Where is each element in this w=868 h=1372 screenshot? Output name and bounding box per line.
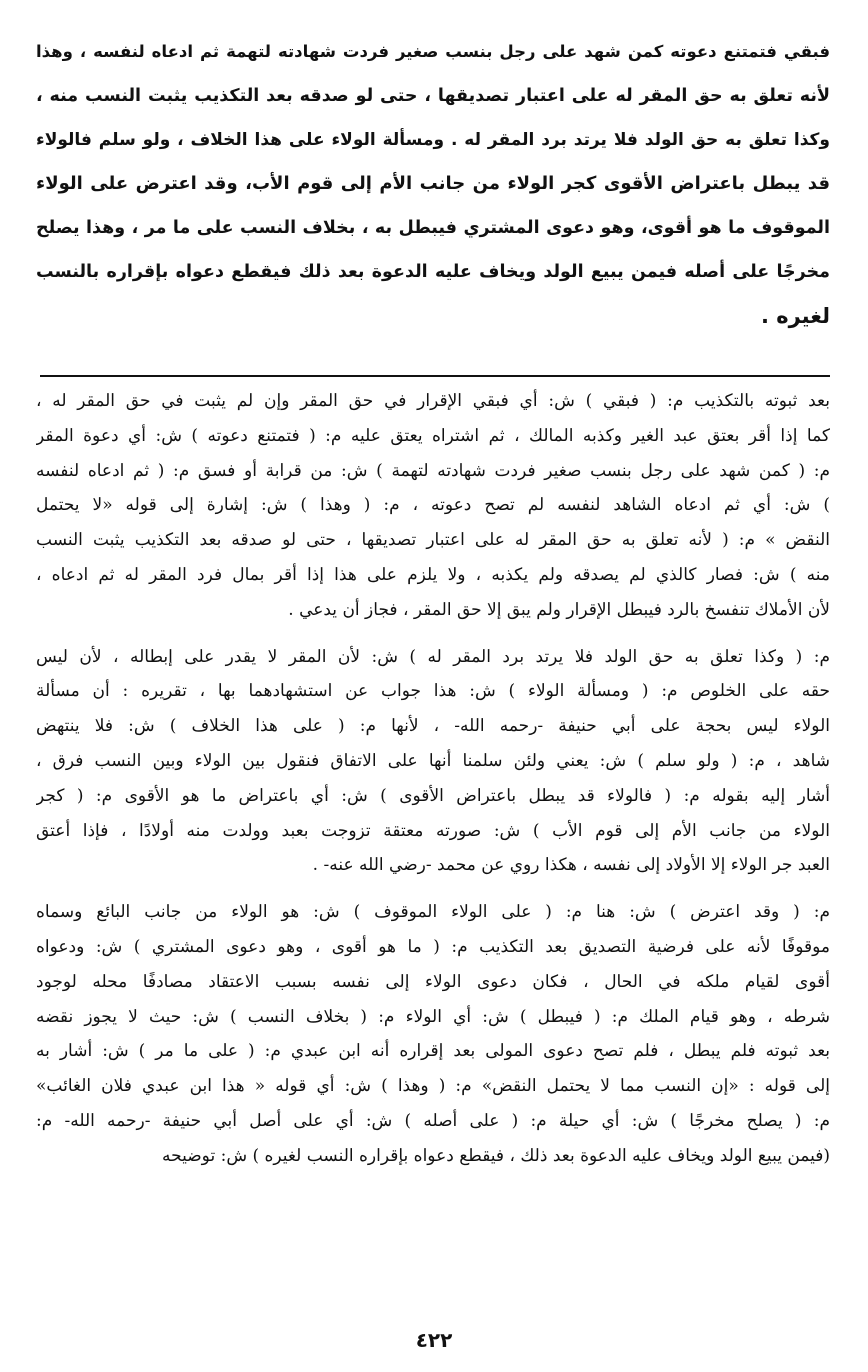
- main-text-block: [36, 30, 830, 338]
- commentary-line: العبد جر الولاء إلا الأولاد إلى نفسه ، هكذا روي عن محمد -رضي الله عنه- .: [312, 855, 830, 876]
- commentary-line: حقه على الخلوص م: ( ومسألة الولاء ) ش: هذا جواب عن استشهادهما بها ، تقريره : أن مسألة: [36, 681, 830, 702]
- commentary-line: شرطه ، وهو قيام الملك م: ( فيبطل ) ش: أي الولاء م: ( بخلاف النسب ) ش: حيث لا يجوز نقضه: [36, 1006, 830, 1027]
- main-text-line: وكذا تعلق به حق الولد فلا يرتد برد المقر له . ومسألة الولاء على هذا الخلاف ، ولو سلم فالولاء: [36, 130, 830, 150]
- commentary-line: الولاء ليس بحجة على أبي حنيفة -رحمه الله- ، لأنها م: ( على هذا الخلاف ) ش: فلا ينتهض: [36, 716, 830, 737]
- commentary-line: إلى قوله : «إن النسب مما لا يحتمل النقض» م: ( وهذا ) ش: أي قوله « هذا ابن عبدي فلان الغائب»: [36, 1076, 830, 1097]
- main-text-line: مخرجًا على أصله فيمن يبيع الولد ويخاف عليه الدعوة بعد ذلك فيقطع دعواه بإقراره بالنسب: [36, 262, 830, 282]
- commentary-line: لأن الأملاك تنفسخ بالرد فيبطل الإقرار ولم يبق إلا حق المقر ، فجاز أن يدعي .: [288, 599, 830, 620]
- commentary-line: موقوفًا لأنه على فرضية التصديق بعد التكذيب م: ( ما هو أقوى ، وهو دعوى المشتري ) ش: ودعواه: [36, 936, 830, 957]
- commentary-line: م: ( كمن شهد على رجل بنسب صغير فردت شهادته لتهمة ) ش: من قرابة أو فسق م: ( ثم ادعاه لنفسه: [36, 460, 830, 481]
- commentary-paragraph: [36, 384, 830, 628]
- commentary-line: أشار إليه بقوله م: ( فالولاء قد يبطل باعتراض الأقوى ) ش: أي باعتراض ما هو الأقوى م: ( كجر: [36, 785, 830, 806]
- commentary-line: أقوى لقيام ملكه في الحال ، فكان دعوى الولاء إلى نفسه بسبب الاعتقاد مصادفًا محله لوجود: [36, 971, 830, 992]
- commentary-block: [36, 384, 830, 1186]
- commentary-line: بعد ثبوته فلم يبطل ، فلم تصح دعوى المولى بعد إقراره أنه ابن عبدي م: ( على ما مر ) ش: أشار به: [36, 1041, 830, 1062]
- main-text-line: لغيره .: [760, 304, 830, 328]
- main-text-line: فبقي فتمتنع دعوته كمن شهد على رجل بنسب صغير فردت شهادته لتهمة ثم ادعاه لنفسه ، وهذا: [36, 42, 830, 61]
- section-divider: [40, 375, 830, 377]
- commentary-paragraph: [36, 895, 830, 1173]
- main-text-line: قد يبطل باعتراض الأقوى كجر الولاء من جانب الأم إلى قوم الأب، وقد اعترض على الولاء: [36, 173, 830, 194]
- commentary-line: م: ( يصلح مخرجًا ) ش: أي حيلة م: ( على أصله ) ش: أي على أصل أبي حنيفة -رحمه الله- م:: [36, 1110, 830, 1131]
- commentary-line: شاهد ، م: ( ولو سلم ) ش: يعني ولئن سلمنا أنها على الاتفاق فنقول بين الولاء وبين النسب فرق ،: [36, 750, 830, 771]
- commentary-line: م: ( وقد اعترض ) ش: هنا م: ( على الولاء الموقوف ) ش: هو الولاء من جانب البائع وسماه: [36, 902, 830, 923]
- commentary-line: بعد ثبوته بالتكذيب م: ( فبقي ) ش: أي فبقي الإقرار في حق المقر وإن لم يثبت في حق المقر له ،: [36, 391, 830, 411]
- commentary-line: الولاء من جانب الأم إلى قوم الأب ) ش: صورته معتقة تزوجت بعبد وولدت منه أولادًا ، فإذا أعتق: [36, 820, 830, 841]
- main-text-line: الموقوف ما هو أقوى، وهو دعوى المشتري فيبطل به ، بخلاف النسب على ما مر ، وهذا يصلح: [36, 218, 830, 238]
- commentary-line: (فيمن يبيع الولد ويخاف عليه الدعوة بعد ذلك ، فيقطع دعواه بإقراره النسب لغيره ) ش: توضيحه: [162, 1145, 830, 1166]
- commentary-line: النقض » م: ( لأنه تعلق به حق المقر له على اعتبار تصديقها ، حتى لو صدقه بعد التكذيب يثبت النسب: [36, 530, 830, 551]
- commentary-line: م: ( وكذا تعلق به حق الولد فلا يرتد برد المقر له ) ش: لأن المقر لا يقدر على إبطاله ، لأن ليس: [36, 646, 830, 667]
- page-number: ٤٢٢: [415, 1328, 453, 1352]
- commentary-paragraph: [36, 640, 830, 884]
- commentary-line: كما إذا أقر بعتق عبد الغير وكذبه المالك ، ثم اشتراه يعتق عليه م: ( فتمتنع دعوته ) ش: أي دعوة المقر: [36, 425, 830, 446]
- commentary-line: ) ش: أي ثم ادعاه الشاهد لنفسه لم تصح دعوته ، م: ( وهذا ) ش: إشارة إلى قوله «لا يحتمل: [36, 495, 830, 516]
- main-text-line: لأنه تعلق به حق المقر له على اعتبار تصديقها ، حتى لو صدقه بعد التكذيب يثبت النسب منه ،: [36, 86, 830, 106]
- commentary-line: منه ) ش: فصار كالذي لم يصدقه ولم يكذبه ، ولا يلزم على هذا إذا أقر بمال فرد المقر له ثم ادعاه ،: [36, 564, 830, 585]
